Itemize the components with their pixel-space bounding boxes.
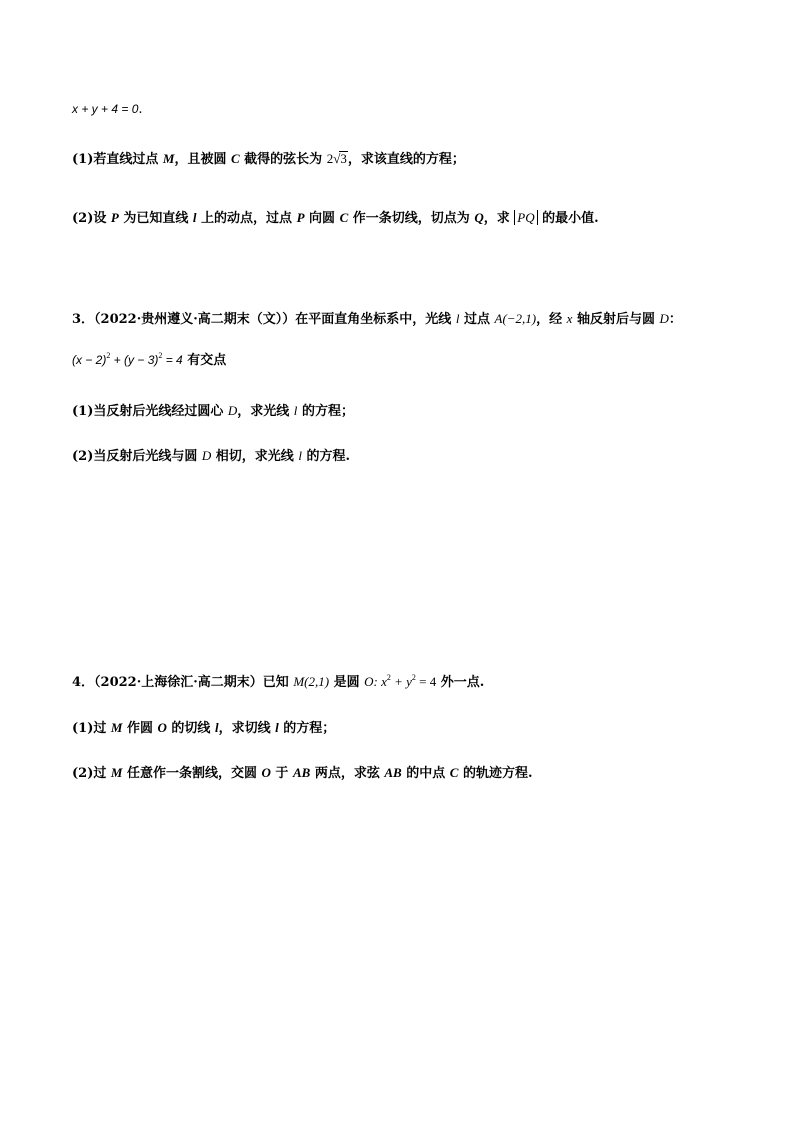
text: (2)过	[72, 766, 111, 781]
question-2-part-1	[72, 150, 465, 169]
text: ，且被圆	[174, 152, 231, 167]
question-4-part-2	[72, 764, 533, 783]
ray-l: l	[298, 448, 302, 463]
text: (2)当反射后光线与圆	[72, 449, 202, 464]
text: 的切线	[166, 721, 215, 736]
text: ，求光线	[237, 404, 294, 419]
text: ，经	[536, 312, 567, 327]
text: (1)若直线过点	[72, 152, 163, 167]
circle-c: C	[339, 210, 349, 225]
text: 过点	[459, 312, 495, 327]
text: 有交点	[182, 353, 227, 368]
text: 于	[270, 766, 293, 781]
text: 的轨迹方程.	[458, 766, 533, 781]
ray-l: l	[293, 403, 298, 418]
text: 作一条切线，切点为	[348, 211, 475, 226]
text: 上的动点，过点	[196, 211, 297, 226]
text: 两点，求弦	[310, 766, 385, 781]
tangent-l: l	[214, 720, 219, 735]
line-l-equation: x + y + 4 = 0	[72, 102, 139, 116]
point-m: M	[110, 765, 123, 780]
line-l: l	[192, 210, 197, 225]
point-m: M(2,1)	[293, 674, 330, 689]
circle-d-equation	[72, 351, 226, 370]
tangent-l: l	[275, 720, 279, 735]
circle-d: D	[659, 311, 669, 326]
text: (2)设	[72, 211, 111, 226]
circle-o: O	[157, 720, 167, 735]
period: .	[138, 102, 143, 117]
text: ，求切线	[218, 721, 276, 736]
chord-coefficient: 2	[326, 151, 334, 166]
text: 轴反射后与圆	[572, 312, 660, 327]
text: 的最小值.	[537, 211, 599, 226]
text: 的中点	[401, 766, 450, 781]
text: 任意作一条割线，交圆	[122, 766, 262, 781]
circle-center-d: D	[227, 403, 238, 418]
text: 作圆	[122, 721, 158, 736]
chord-ab: AB	[292, 765, 311, 780]
question-3-part-2	[72, 447, 350, 466]
exponent: 2	[411, 673, 416, 682]
question-4-part-1	[72, 719, 335, 738]
point-p: P	[110, 210, 119, 225]
ray-l: l	[455, 311, 460, 326]
text: 的方程.	[301, 449, 351, 464]
pq-length: PQ	[514, 210, 537, 225]
sqrt-radicand: 3	[340, 151, 347, 166]
text: 3．（2022·贵州遵义·高二期末（文））在平面直角坐标系中，光线	[72, 312, 456, 327]
eq-rhs: = 4	[162, 353, 183, 367]
point-m: M	[162, 151, 175, 166]
text: 4．（2022·上海徐汇·高二期末）已知	[72, 675, 294, 690]
line-equation-l	[72, 100, 143, 119]
text: (1)当反射后光线经过圆心	[72, 404, 228, 419]
midpoint-c: C	[449, 765, 459, 780]
plus: +	[110, 353, 125, 367]
exponent: 2	[158, 351, 163, 360]
eq-part: (x − 2)	[72, 353, 107, 367]
sqrt-symbol: √	[333, 151, 341, 166]
circle-d: D	[201, 448, 212, 463]
point-m: M	[110, 720, 123, 735]
text: 的方程；	[297, 404, 354, 419]
text: 向圆	[304, 211, 340, 226]
text: ，求该直线的方程；	[347, 152, 465, 167]
text: 的方程；	[278, 721, 336, 736]
circle-c: C	[230, 151, 240, 166]
question-3-part-1	[72, 402, 354, 421]
exponent: 2	[386, 673, 391, 682]
text: ，求	[483, 211, 515, 226]
text: 是圆	[329, 675, 365, 690]
text: 截得的弦长为	[239, 152, 327, 167]
text: ：	[668, 312, 682, 327]
eq-part: (y − 3)	[124, 353, 159, 367]
exponent: 2	[106, 351, 111, 360]
x-axis: x	[566, 311, 573, 326]
circle-o-eq: + y	[390, 674, 412, 689]
circle-o-eq: = 4	[415, 674, 437, 689]
question-4-stem	[72, 673, 484, 692]
chord-ab: AB	[384, 765, 402, 780]
text: (1)过	[72, 721, 111, 736]
circle-o: O	[261, 765, 271, 780]
text: 为已知直线	[118, 211, 193, 226]
text: 相切，求光线	[211, 449, 299, 464]
point-q: Q	[474, 210, 484, 225]
text: 外一点.	[436, 675, 485, 690]
question-3-stem	[72, 310, 682, 329]
circle-o-eq: O: x	[364, 674, 387, 689]
point-a: A(−2,1)	[494, 311, 537, 326]
point-p: P	[296, 210, 305, 225]
question-2-part-2	[72, 209, 599, 228]
